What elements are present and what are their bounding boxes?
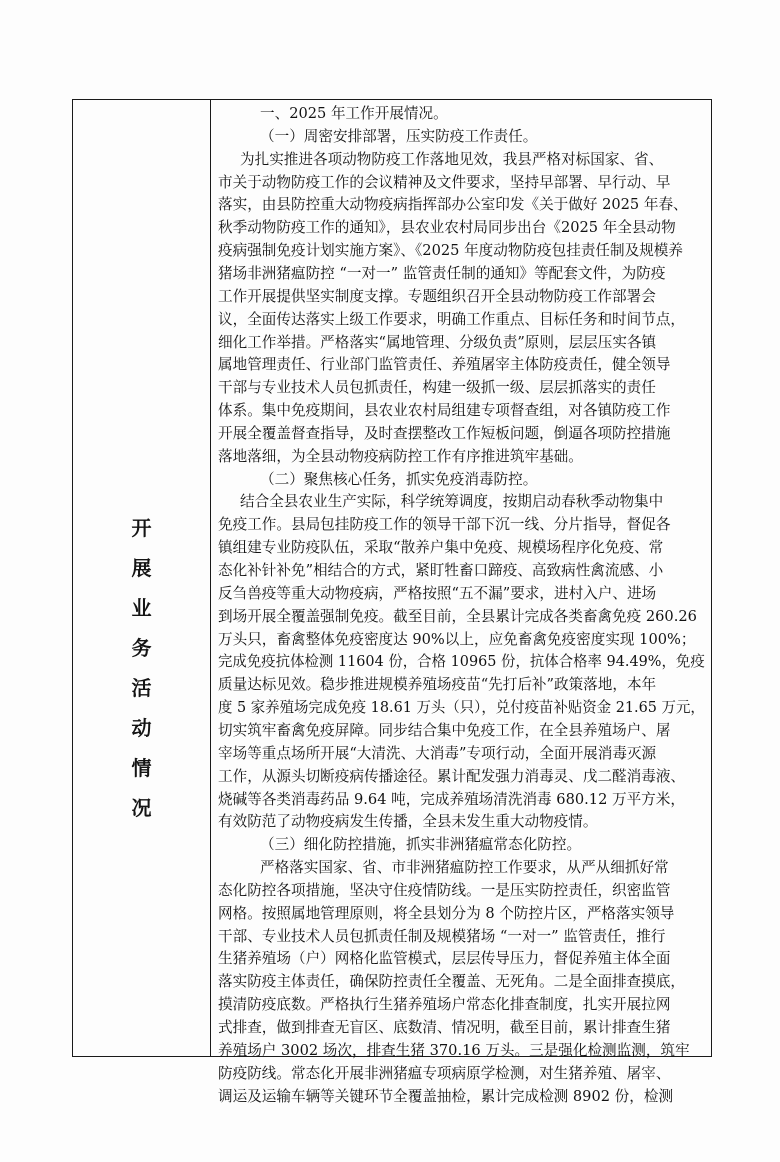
text-line: 疫病强制免疫计划实施方案》、《2025 年度动物防疫包挂责任制及规模养 <box>218 242 683 260</box>
row-header-char: 活 <box>131 676 152 700</box>
column-divider <box>210 100 211 1056</box>
text-line: 生猪养殖场（户）网格化监管模式，层层传导压力，督促养殖主体全面 <box>218 950 671 968</box>
report-table <box>72 99 712 1105</box>
text-line: 免疫工作。县局包挂防疫工作的领导干部下沉一线、分片指导，督促各 <box>218 516 671 534</box>
row-header-char: 展 <box>131 556 152 580</box>
text-line: 一、2025 年工作开展情况。 <box>260 105 448 122</box>
row-header-char: 务 <box>131 636 152 660</box>
text-line: 切实筑牢畜禽免疫屏障。同步结合集中免疫工作，在全县养殖场户、屠 <box>218 721 671 739</box>
text-line: 烧碱等各类消毒药品 9.64 吨，完成养殖场清洗消毒 680.12 万平方米， <box>218 790 685 808</box>
text-line: 开展全覆盖督查指导，及时查摆整改工作短板问题，倒逼各项防控措施 <box>218 424 671 442</box>
text-line: 态化补针补免”相结合的方式，紧盯牲畜口蹄疫、高致病性禽流感、小 <box>218 562 664 579</box>
text-line: 质量达标见效。稳步推进规模养殖场疫苗“先打后补”政策落地，本年 <box>218 676 657 694</box>
text-line: 细化工作举措。严格落实“属地管理、分级负责”原则，层层压实各镇 <box>218 333 657 351</box>
text-line: 到场开展全覆盖强制免疫。截至目前，全县累计完成各类畜禽免疫 260.26 <box>218 607 697 625</box>
text-line: 工作开展提供坚实制度支撑。专题组织召开全县动物防疫工作部署会 <box>218 287 656 305</box>
text-line: 干部、专业技术人员包抓责任制及规模猪场 “一对一” 监管责任，推行 <box>218 927 666 945</box>
text-line: 度 5 家养殖场完成免疫 18.61 万头（只），兑付疫苗补贴资金 21.65 万元， <box>218 699 705 717</box>
text-line: 反刍兽疫等重大动物疫病，严格按照“五不漏”要求，进村入户、进场 <box>218 584 657 602</box>
text-line: 严格落实国家、省、市非洲猪瘟防控工作要求，从严从细抓好常 <box>260 859 669 877</box>
row-header-char: 动 <box>131 716 152 740</box>
text-line: （一）周密安排部署，压实防疫工作责任。 <box>260 127 538 145</box>
row-header-char: 况 <box>131 796 152 820</box>
text-line: 属地管理责任、行业部门监管责任、养殖屠宰主体防疫责任，健全领导 <box>218 356 671 374</box>
row-header-title <box>132 518 152 838</box>
text-line: 式排查，做到排查无盲区、底数清、情况明，截至目前，累计排查生猪 <box>218 1019 671 1036</box>
text-line: 落实，由县防控重大动物疫病指挥部办公室印发《关于做好 2025 年春、 <box>218 196 688 214</box>
text-line: 猪场非洲猪瘟防控 “一对一” 监管责任制的通知》等配套文件，为防疫 <box>218 264 666 282</box>
text-line: 体系。集中免疫期间，县农业农村局组建专项督查组，对各镇防疫工作 <box>218 402 671 420</box>
content-cell <box>218 100 705 1105</box>
text-line: 议，全面传达落实上级工作要求，明确工作重点、目标任务和时间节点， <box>218 310 686 328</box>
text-line: 摸清防疫底数。严格执行生猪养殖场户常态化排查制度，扎实开展拉网 <box>218 996 671 1014</box>
text-line: 市关于动物防疫工作的会议精神及文件要求，坚持早部署、早行动、早 <box>218 173 671 191</box>
text-line: 结合全县农业生产实际，科学统筹调度，按期启动春秋季动物集中 <box>240 493 664 511</box>
text-line: 养殖场户 3002 场次，排查生猪 370.16 万头。三是强化检测监测，筑牢 <box>218 1041 690 1059</box>
text-line: 宰场等重点场所开展“大清洗、大消毒”专项行动，全面开展消毒灭源 <box>218 744 657 762</box>
text-line: 有效防范了动物疫病发生传播，全县未发生重大动物疫情。 <box>218 813 598 831</box>
text-line: （三）细化防控措施，抓实非洲猪瘟常态化防控。 <box>260 836 582 854</box>
text-line: 完成免疫抗体检测 11604 份，合格 10965 份，抗体合格率 94.49%，免疫 <box>218 653 705 671</box>
text-line: 调运及运输车辆等关键环节全覆盖抽检，累计完成检测 8902 份，检测 <box>218 1087 674 1105</box>
text-line: 网格。按照属地管理原则，将全县划分为 8 个防控片区，严格落实领导 <box>218 904 675 922</box>
row-header-cell <box>73 100 210 1056</box>
text-line: 万头只，畜禽整体免疫密度达 90%以上，应免畜禽免疫密度实现 100%； <box>218 630 696 648</box>
text-line: 干部与专业技术人员包抓责任，构建一级抓一级、层层抓落实的责任 <box>218 379 656 397</box>
text-line: （二）聚焦核心任务，抓实免疫消毒防控。 <box>260 470 538 488</box>
row-header-char: 情 <box>131 756 152 780</box>
text-line: 态化防控各项措施，坚决守住疫情防线。一是压实防控责任，织密监管 <box>218 881 671 899</box>
row-header-char: 业 <box>131 596 152 620</box>
text-line: 为扎实推进各项动物防疫工作落地见效，我县严格对标国家、省、 <box>240 150 664 168</box>
text-line: 防疫防线。常态化开展非洲猪瘟专项病原学检测，对生猪养殖、屠宰、 <box>218 1064 671 1082</box>
text-line: 落实防疫主体责任，确保防控责任全覆盖、无死角。二是全面排查摸底， <box>218 973 686 991</box>
text-line: 镇组建专业防疫队伍，采取“散养户集中免疫、规模场程序化免疫、常 <box>218 539 664 557</box>
text-line: 落地落细，为全县动物疫病防控工作有序推进筑牢基础。 <box>218 447 583 465</box>
row-header-char: 开 <box>131 516 152 540</box>
text-line: 工作，从源头切断疫病传播途径。累计配发强力消毒灵、戊二醛消毒液、 <box>218 767 686 785</box>
text-line: 秋季动物防疫工作的通知》，县农业农村局同步出台《2025 年全县动物 <box>218 219 676 237</box>
